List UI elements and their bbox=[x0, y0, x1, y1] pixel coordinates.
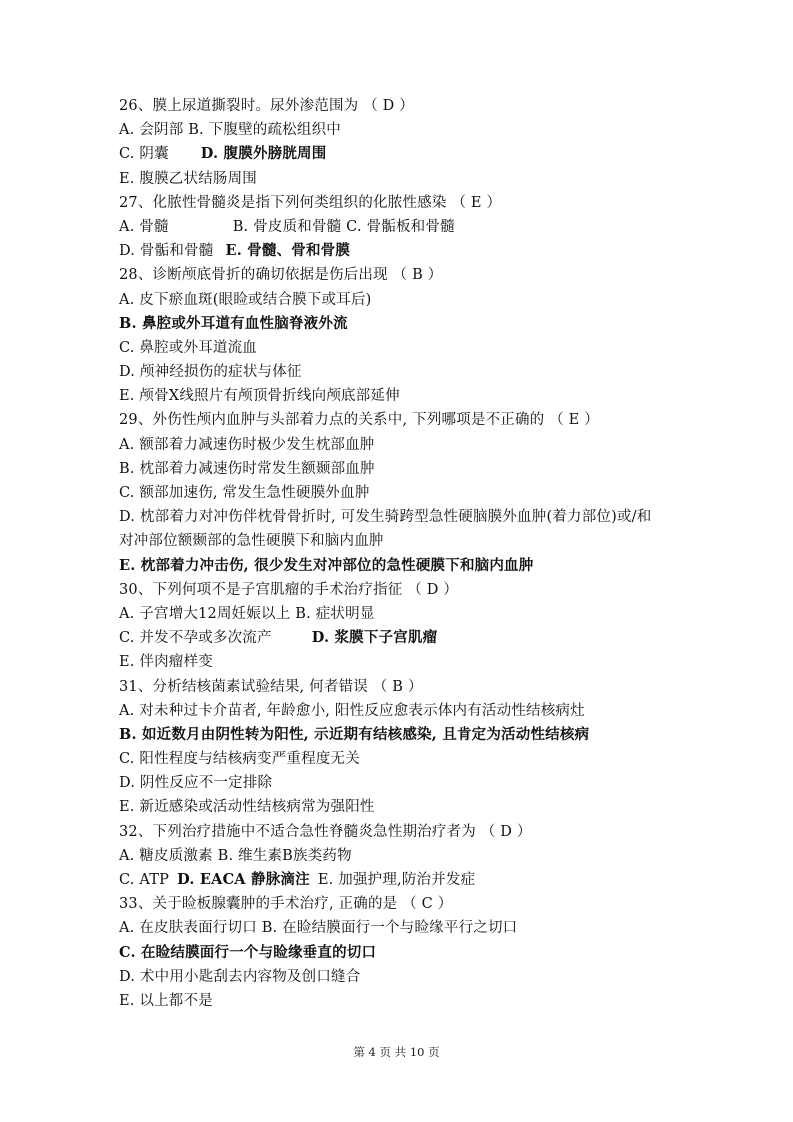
question-28-option-e: E. 颅骨X线照片有颅顶骨折线向颅底部延伸 bbox=[119, 388, 400, 405]
question-list bbox=[119, 94, 699, 1013]
question-27-options-de bbox=[119, 239, 699, 263]
question-29-stem: 29、外伤性颅内血肿与头部着力点的关系中, 下列哪项是不正确的 （ E ） bbox=[119, 412, 599, 429]
question-30-options-ab: A. 子宫增大12周妊娠以上 B. 症状明显 bbox=[119, 605, 375, 622]
question-29-option-b: B. 枕部着力减速伤时常发生额颞部血肿 bbox=[119, 460, 375, 477]
question-31-option-e: E. 新近感染或活动性结核病常为强阳性 bbox=[119, 799, 375, 816]
question-27-option-d: D. 骨骺和骨髓 bbox=[119, 243, 214, 260]
question-33-stem: 33、关于睑板腺囊肿的手术治疗, 正确的是 （ C ） bbox=[119, 896, 453, 913]
question-26-option-e: E. 腹膜乙状结肠周围 bbox=[119, 170, 258, 187]
question-32-answer-option-d: D. EACA 静脉滴注 bbox=[177, 871, 310, 888]
question-31-stem: 31、分析结核菌素试验结果, 何者错误 （ B ） bbox=[119, 678, 423, 695]
question-30-option-e: E. 伴肉瘤样变 bbox=[119, 654, 213, 671]
question-26-option-c: C. 阴囊 bbox=[119, 146, 169, 163]
question-26-answer-option-d: D. 腹膜外膀胱周围 bbox=[200, 145, 327, 163]
question-29-answer-option-e: E. 枕部着力冲击伤, 很少发生对冲部位的急性硬膜下和脑内血肿 bbox=[119, 556, 534, 574]
question-27-answer-option-e: E. 骨髓、骨和骨膜 bbox=[225, 242, 351, 260]
question-28-stem: 28、诊断颅底骨折的确切依据是伤后出现 （ B ） bbox=[119, 267, 443, 284]
question-29-option-d-continued: 对冲部位额颞部的急性硬膜下和脑内血肿 bbox=[119, 533, 384, 550]
question-32-option-c: C. ATP bbox=[119, 872, 170, 888]
question-27-stem: 27、化脓性骨髓炎是指下列何类组织的化脓性感染 （ E ） bbox=[119, 194, 502, 211]
question-32-options-cde bbox=[119, 868, 699, 892]
question-27-option-a: A. 骨髓 bbox=[119, 218, 169, 235]
question-28-option-a: A. 皮下瘀血斑(眼睑或结合膜下或耳后) bbox=[119, 291, 372, 308]
question-26-options-ab: A. 会阴部 B. 下腹壁的疏松组织中 bbox=[119, 122, 341, 139]
question-30-answer-option-d: D. 浆膜下子宫肌瘤 bbox=[311, 629, 438, 647]
question-31-option-c: C. 阳性程度与结核病变严重程度无关 bbox=[119, 751, 360, 768]
question-29-option-d: D. 枕部着力对冲伤伴枕骨骨折时, 可发生骑跨型急性硬脑膜外血肿(着力部位)或/和 bbox=[119, 509, 652, 526]
question-32-option-e: E. 加强护理,防治并发症 bbox=[317, 872, 476, 888]
question-33-answer-option-c: C. 在睑结膜面行一个与睑缘垂直的切口 bbox=[119, 943, 377, 961]
question-29-option-c: C. 额部加速伤, 常发生急性硬膜外血肿 bbox=[119, 485, 370, 501]
question-27-options-bc: B. 骨皮质和骨髓 C. 骨骺板和骨髓 bbox=[232, 218, 455, 235]
question-28-option-c: C. 鼻腔或外耳道流血 bbox=[119, 339, 257, 356]
question-30-option-c: C. 并发不孕或多次流产 bbox=[119, 630, 272, 647]
question-31-option-d: D. 阴性反应不一定排除 bbox=[119, 775, 273, 792]
question-26-stem: 26、膜上尿道撕裂时。尿外渗范围为 （ D ） bbox=[119, 98, 415, 114]
question-31-option-a: A. 对未种过卡介苗者, 年龄愈小, 阳性反应愈表示体内有活动性结核病灶 bbox=[119, 702, 585, 719]
question-31-answer-option-b: B. 如近数月由阴性转为阳性, 示近期有结核感染, 且肯定为活动性结核病 bbox=[119, 725, 590, 743]
question-32-stem: 32、下列治疗措施中不适合急性脊髓炎急性期治疗者为 （ D ） bbox=[119, 823, 532, 840]
question-30-stem: 30、下列何项不是子宫肌瘤的手术治疗指征 （ D ） bbox=[119, 581, 459, 598]
question-26-options-cd bbox=[119, 142, 699, 166]
question-32-options-ab: A. 糖皮质激素 B. 维生素B族类药物 bbox=[119, 847, 352, 864]
question-33-option-e: E. 以上都不是 bbox=[119, 992, 213, 1009]
question-33-option-d: D. 术中用小匙刮去内容物及创口缝合 bbox=[119, 968, 361, 985]
question-30-options-cd bbox=[119, 626, 699, 650]
question-29-option-a: A. 额部着力减速伤时极少发生枕部血肿 bbox=[119, 436, 375, 453]
question-28-option-d: D. 颅神经损伤的症状与体征 bbox=[119, 364, 302, 381]
question-33-options-ab: A. 在皮肤表面行切口 B. 在睑结膜面行一个与睑缘平行之切口 bbox=[119, 920, 518, 937]
page-footer: 第 4 页 共 10 页 bbox=[353, 1045, 440, 1059]
question-28-answer-option-b: B. 鼻腔或外耳道有血性脑脊液外流 bbox=[119, 314, 348, 332]
question-27-options-abc bbox=[119, 215, 699, 239]
